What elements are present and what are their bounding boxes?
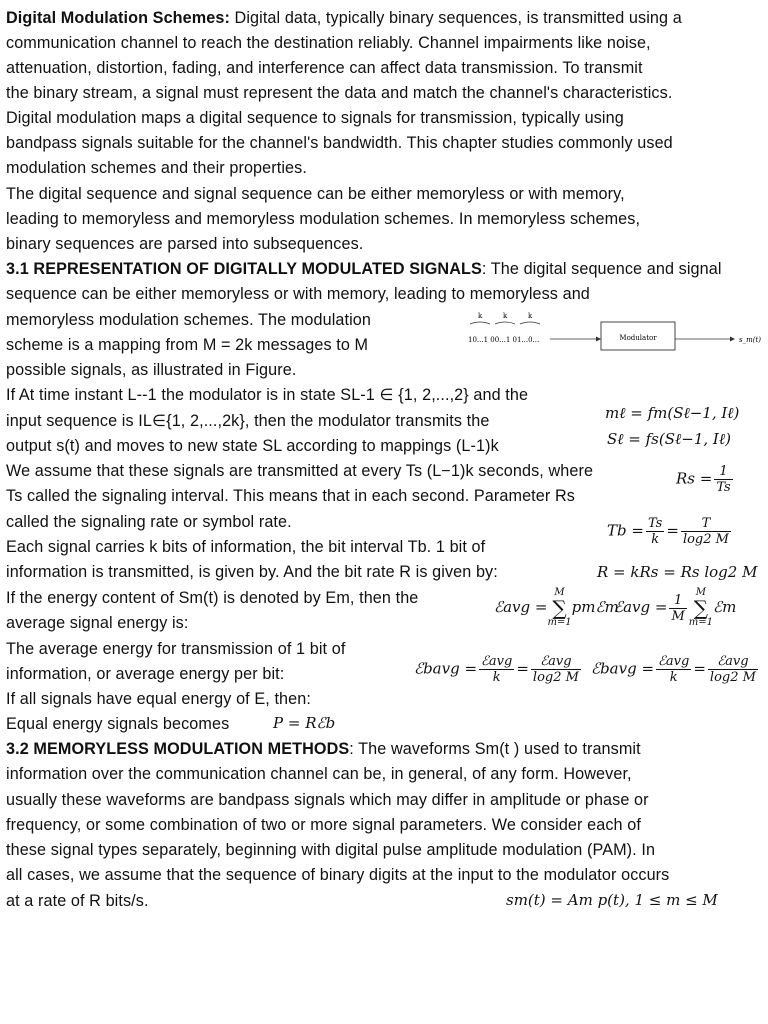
paragraph-line: scheme is a mapping from M = 2k messages to M — [6, 336, 369, 354]
paragraph-line: Equal energy signals becomes — [6, 715, 230, 733]
paragraph-line: attenuation, distortion, fading, and interference can affect data transmission. To transmit — [6, 59, 643, 77]
paragraph-line: We assume that these signals are transmitted at every Ts (L−1)k seconds, where — [6, 462, 594, 480]
figure-arrowhead — [730, 337, 735, 342]
figure-bit-sequence: 10...1 00...1 01...0... — [468, 336, 540, 344]
modulator-label: Modulator — [619, 334, 657, 342]
paragraph-line: output s(t) and moves to new state SL according to mappings (L-1)k — [6, 437, 499, 455]
figure-k-label: k — [503, 312, 508, 320]
paragraph-line: leading to memoryless and memoryless modulation schemes. In memoryless schemes, — [6, 210, 641, 228]
equation-ebavg-b: ℰbavg = $\frac{\text{ℰavg}}{k}$ = $\frac{\text{ℰavg}}{\log 2 M}$ — [591, 654, 756, 685]
paragraph-line: Each signal carries k bits of information, the bit interval Tb. 1 bit of — [6, 538, 486, 556]
paragraph-line: information, or average energy per bit: — [6, 665, 285, 683]
paragraph-line: information is transmitted, is given by. And the bit rate R is given by: — [6, 563, 498, 581]
paragraph-line: information over the communication channel can be, in general, of any form. However, — [6, 765, 632, 783]
paragraph-line: possible signals, as illustrated in Figure. — [6, 361, 297, 379]
figure-output-label: s_m(t) — [739, 336, 762, 344]
paragraph-line: communication channel to reach the destination reliably. Channel impairments like noise, — [6, 34, 651, 52]
paragraph-line: If At time instant L--1 the modulator is in state SL-1 ∈ {1, 2,...,2} and the — [6, 386, 529, 404]
paragraph-line: memoryless modulation schemes. The modulation — [6, 311, 371, 329]
equation-bit-rate: R = kRs = Rs log2 M — [597, 563, 758, 581]
paragraph-line: If the energy content of Sm(t) is denoted by Em, then the — [6, 589, 419, 607]
paragraph-line: Digital Modulation Schemes: Digital data, typically binary sequences, is transmitted using a — [6, 9, 682, 27]
paragraph-line: bandpass signals suitable for the channel's bandwidth. This chapter studies commonly used — [6, 134, 673, 152]
equation-tb: Tb = $\frac{Ts}{k}$ = $\frac{T}{\log 2 M}$ — [607, 516, 729, 547]
paragraph-line: modulation schemes and their properties. — [6, 159, 307, 177]
equation-ebavg-a: ℰbavg = $\frac{\text{ℰavg}}{k}$ = $\frac{\text{ℰavg}}{\log 2 M}$ — [414, 654, 579, 685]
paragraph-line: usually these waveforms are bandpass signals which may differ in amplitude or phase or — [6, 791, 649, 809]
paragraph-line: The average energy for transmission of 1 bit of — [6, 640, 346, 658]
equation-power: P = Rℰb — [273, 714, 336, 732]
paragraph-line: binary sequences are parsed into subsequences. — [6, 235, 364, 253]
paragraph-line: the binary stream, a signal must represent the data and match the channel's characteristics. — [6, 84, 673, 102]
equation-rs: Rs = $\frac{1}{Ts}$ — [676, 464, 731, 495]
equation-m-l: mℓ = fm(Sℓ−1, Iℓ) — [605, 404, 740, 422]
figure-k-label: k — [478, 312, 483, 320]
paragraph-line: at a rate of R bits/s. — [6, 892, 149, 910]
equation-sm: sm(t) = Am p(t), 1 ≤ m ≤ M — [506, 891, 718, 909]
paragraph-line: these signal types separately, beginning with digital pulse amplitude modulation (PAM). In — [6, 841, 656, 859]
figure-brace — [470, 322, 540, 324]
paragraph-line: all cases, we assume that the sequence of binary digits at the input to the modulator occurs — [6, 866, 670, 884]
paragraph-line: The digital sequence and signal sequence can be either memoryless or with memory, — [6, 185, 625, 203]
figure-k-label: k — [528, 312, 533, 320]
paragraph-line: average signal energy is: — [6, 614, 189, 632]
equation-eavg-sum: ℰavg =M ∑ m=1pmℰm — [494, 587, 619, 628]
paragraph-line: 3.1 REPRESENTATION OF DIGITALLY MODULATED SIGNALS: The digital sequence and signal — [6, 260, 722, 278]
paragraph-line: Ts called the signaling interval. This means that in each second. Parameter Rs — [6, 487, 575, 505]
paragraph-line: frequency, or some combination of two or more signal parameters. We consider each of — [6, 816, 641, 834]
paragraph-line: called the signaling rate or symbol rate. — [6, 513, 292, 531]
paragraph-line: 3.2 MEMORYLESS MODULATION METHODS: The waveforms Sm(t ) used to transmit — [6, 740, 641, 758]
paragraph-line: sequence can be either memoryless or with memory, leading to memoryless and — [6, 285, 590, 303]
paragraph-line: Digital modulation maps a digital sequence to signals for transmission, typically using — [6, 109, 624, 127]
paragraph-line: input sequence is IL∈{1, 2,...,2k}, then the modulator transmits the — [6, 412, 490, 430]
section-heading: Digital Modulation Schemes: — [6, 9, 230, 27]
equation-eavg-equal: ℰavg = $\frac{1}{M}$ M ∑ m=1ℰm — [614, 587, 737, 628]
figure-arrowhead — [596, 337, 601, 342]
paragraph-line: If all signals have equal energy of E, then: — [6, 690, 311, 708]
modulator-figure — [462, 308, 762, 354]
equation-s-l: Sℓ = fs(Sℓ−1, Iℓ) — [607, 430, 731, 448]
section-heading: 3.1 REPRESENTATION OF DIGITALLY MODULATED SIGNALS — [6, 260, 482, 278]
section-heading: 3.2 MEMORYLESS MODULATION METHODS — [6, 740, 350, 758]
